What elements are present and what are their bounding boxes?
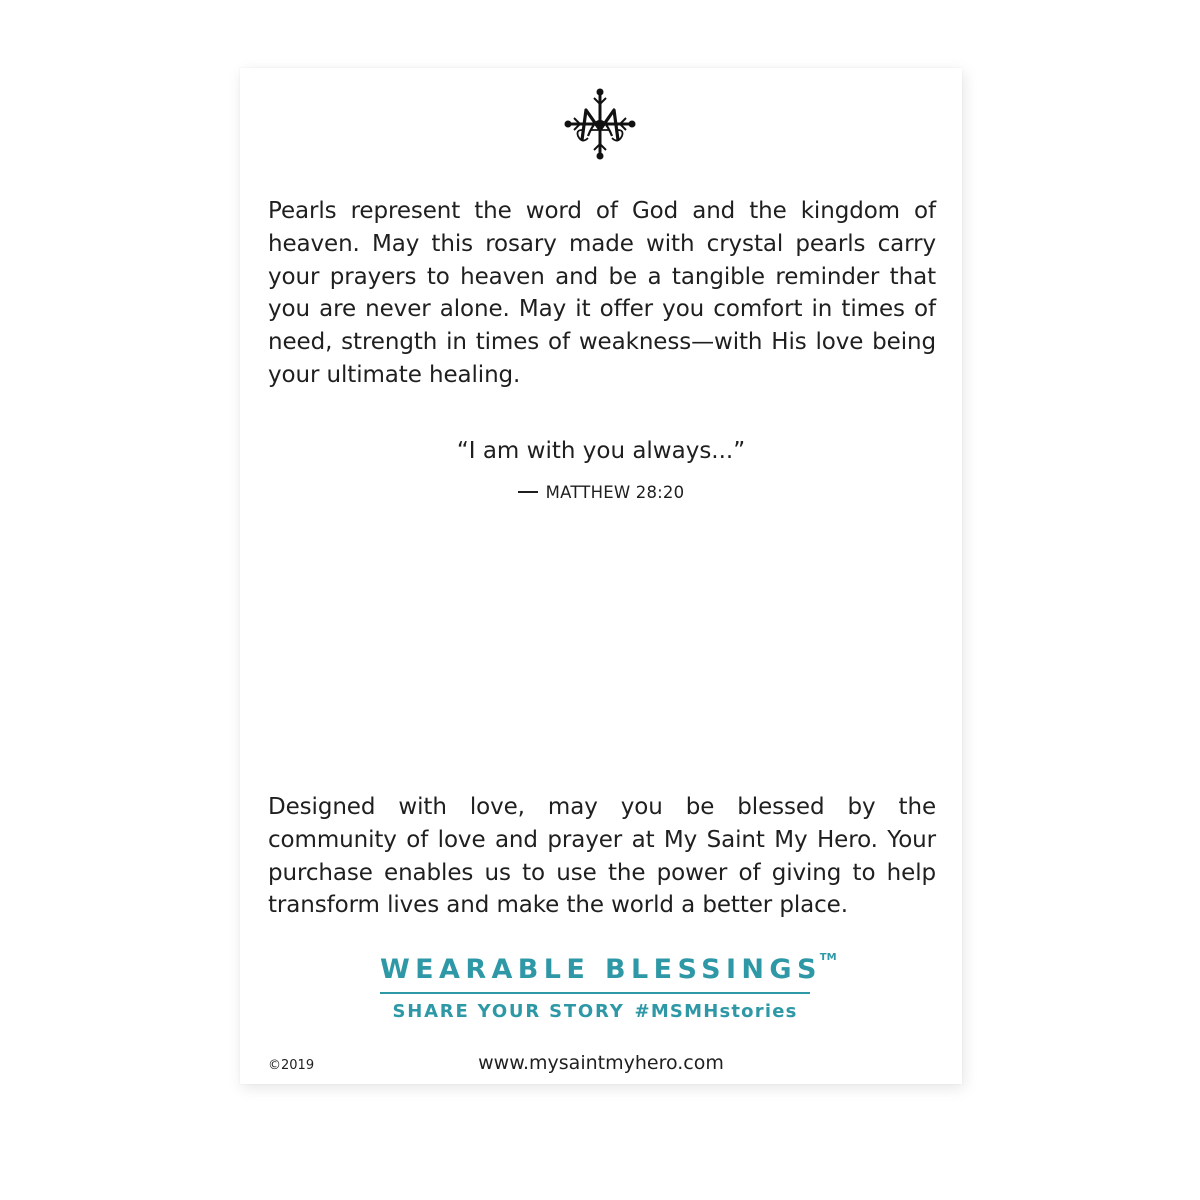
share-line <box>380 1001 810 1022</box>
brand-divider <box>380 992 810 994</box>
share-label: SHARE YOUR STORY <box>392 1001 625 1022</box>
prayer-card <box>240 68 962 1084</box>
scripture-quote: “I am with you always...” <box>456 438 746 464</box>
brand-wordmark <box>380 952 837 985</box>
trademark-mark: TM <box>819 952 837 963</box>
marian-cross-monogram-icon <box>562 86 638 162</box>
scripture-citation <box>240 483 962 502</box>
closing-paragraph: Designed with love, may you be blessed by the community of love and prayer at My Saint My Hero. Your purchase enables us to use the power of giving to help transform lives and make the world a better place. <box>268 794 936 919</box>
hashtag: #MSMHstories <box>634 1001 798 1022</box>
copyright-notice: ©2019 <box>268 1058 315 1073</box>
brand-text: WEARABLE BLESSINGS <box>380 954 822 985</box>
citation-text: MATTHEW 28:20 <box>545 483 685 502</box>
intro-paragraph: Pearls represent the word of God and the kingdom of heaven. May this rosary made with crystal pearls carry your prayers to heaven and be a tangible reminder that you are never alone. May it offer you comfort in times of need, strength in times of weakness—with His love being your ultimate healing. <box>268 198 936 388</box>
website-url: www.mysaintmyhero.com <box>478 1052 724 1074</box>
em-dash <box>518 491 538 493</box>
